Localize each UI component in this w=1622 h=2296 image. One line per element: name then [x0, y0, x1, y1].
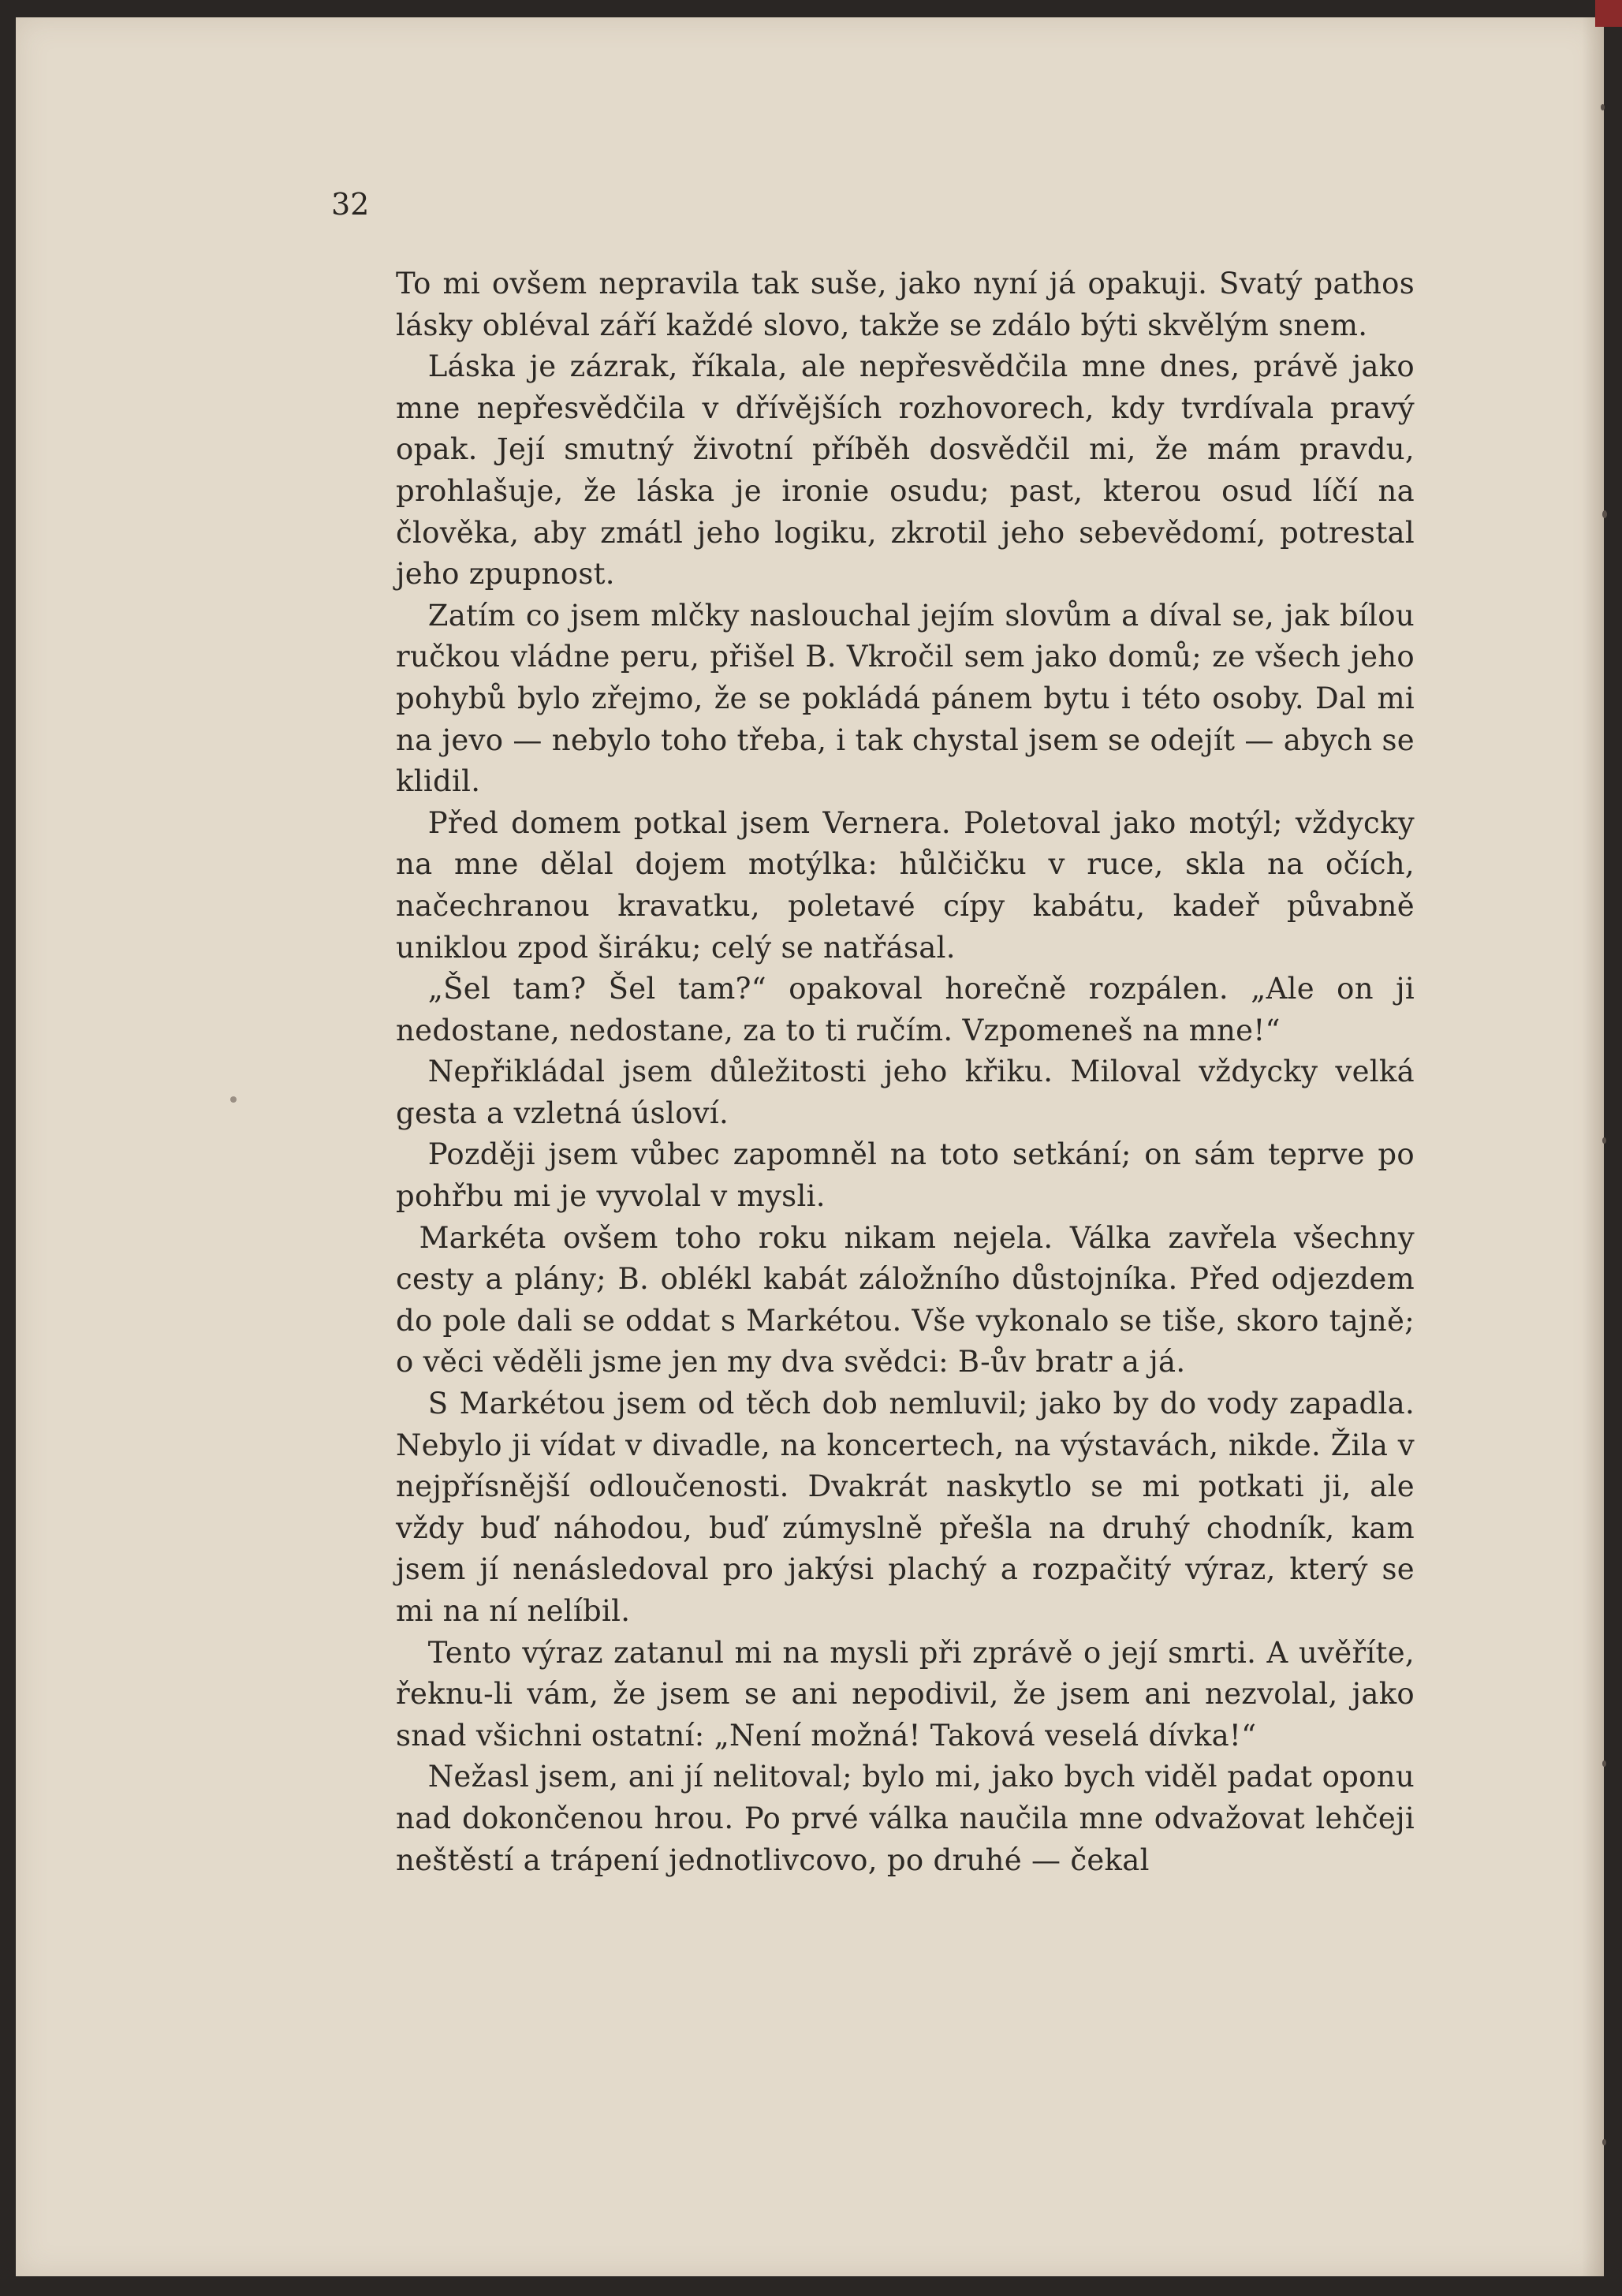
- paragraph: Před domem potkal jsem Vernera. Poletoval jako motýl; vždycky na mne dělal dojem motýlka: hůlčičku v ruce, skla na očích, načechranou kravatku, poletavé cípy kabátu, kadeř půvabně uniklou zpod širáku; celý se natřásal.: [396, 805, 1415, 965]
- paragraph: Tento výraz zatanul mi na mysli při zprávě o její smrti. A uvěříte, řeknu-li vám, že jsem se ani nepodivil, že jsem ani nezvolal, jako snad všichni ostatní: „Není možná! Taková veselá dívka!“: [396, 1635, 1415, 1753]
- paragraph: Nepřikládal jsem důležitosti jeho křiku. Miloval vždycky velká gesta a vzletná úsloví.: [396, 1055, 1415, 1130]
- body-text: [396, 263, 1415, 1881]
- paragraph: S Markétou jsem od těch dob nemluvil; jako by do vody zapadla. Nebylo ji vídat v divadle, na koncertech, na výstavách, nikde. Žila v nejpřísnější odloučenosti. Dvakrát naskytlo se mi potkati ji, ale vždy buď náhodou, buď zúmyslně přešla na druhý chodník, kam jsem jí nenásledoval pro jakýsi plachý a rozpačitý výraz, který se mi na ní nelíbil.: [396, 1387, 1415, 1628]
- paper-speck: [1602, 1137, 1606, 1144]
- paragraph: Později jsem vůbec zapomněl na toto setkání; on sám teprve po pohřbu mi je vyvolal v mysli.: [396, 1137, 1415, 1214]
- paper-speck: [1601, 104, 1605, 110]
- book-page: [16, 17, 1604, 2276]
- paper-speck: [230, 1096, 237, 1103]
- paragraph: Zatím co jsem mlčky naslouchal jejím slovům a díval se, jak bílou ručkou vládne peru, přišel B. Vkročil sem jako domů; ze všech jeho pohybů bylo zřejmo, že se pokládá pánem bytu i této osoby. Dal mi na jevo — nebylo toho třeba, i tak chystal jsem se odejít — abych se klidil.: [396, 598, 1415, 799]
- paragraph: „Šel tam? Šel tam?“ opakoval horečně rozpálen. „Ale on ji nedostane, nedostane, za to ti ručím. Vzpomeneš na mne!“: [396, 972, 1415, 1047]
- paragraph: Láska je zázrak, říkala, ale nepřesvědčila mne dnes, právě jako mne nepřesvědčila v dřívějších rozhovorech, kdy tvrdívala pravý opak. Její smutný životní příběh dosvědčil mi, že mám pravdu, prohlašuje, že láska je ironie osudu; past, kterou osud líčí na člověka, aby zmátl jeho logiku, zkrotil jeho sebevědomí, potrestal jeho zpupnost.: [396, 349, 1415, 592]
- paper-speck: [1602, 1760, 1606, 1767]
- paragraph: Markéta ovšem toho roku nikam nejela. Válka zavřela všechny cesty a plány; B. oblékl kabát záložního důstojníka. Před odjezdem do pole dali se oddat s Markétou. Vše vykonalo se tiše, skoro tajně; o věci věděli jsme jen my dva svědci: B-ův bratr a já.: [396, 1220, 1415, 1379]
- paragraph: Nežasl jsem, ani jí nelitoval; bylo mi, jako bych viděl padat oponu nad dokončenou hrou. Po prvé válka naučila mne odvažovat lehčeji neštěstí a trápení jednotlivcovo, po druhé — čekal: [396, 1760, 1415, 1877]
- paper-speck: [1602, 510, 1607, 518]
- binding-ribbon: [1595, 0, 1622, 27]
- page-number: 32: [331, 187, 370, 222]
- paragraph: To mi ovšem nepravila tak suše, jako nyní já opakuji. Svatý pathos lásky obléval září každé slovo, takže se zdálo býti skvělým snem.: [396, 267, 1415, 342]
- paper-speck: [1602, 2139, 1606, 2145]
- page-edge-shadow: [1582, 17, 1604, 2276]
